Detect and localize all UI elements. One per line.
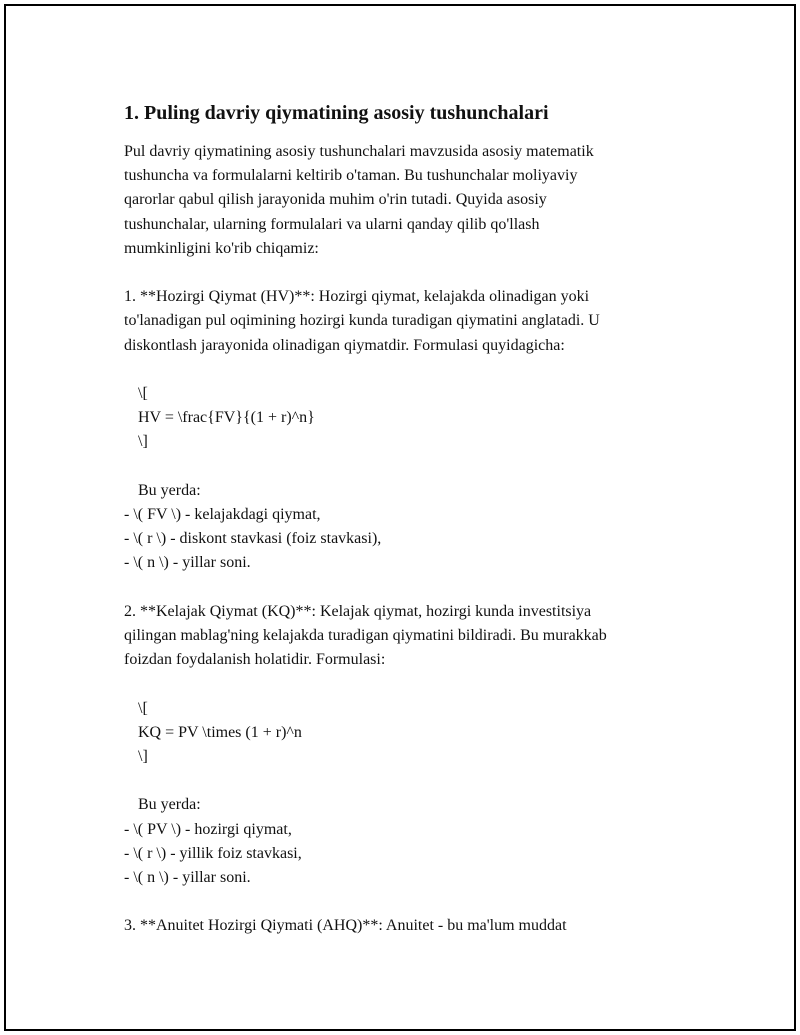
blank-line <box>124 576 684 600</box>
item1-where-line: - \( n \) - yillar soni. <box>124 554 251 572</box>
intro-paragraph <box>124 140 684 939</box>
item1-where-line: - \( r \) - diskont stavkasi (foiz stavkasi), <box>124 530 382 548</box>
item1-line: diskontlash jarayonida olinadigan qiymatdir. Formulasi quyidagicha: <box>124 336 565 354</box>
item2-formula-line: \] <box>138 748 148 765</box>
intro-line: mumkinligini ko'rib chiqamiz: <box>124 239 319 257</box>
section-title: 1. Puling davriy qiymatining asosiy tushunchalari <box>124 102 549 124</box>
item2-where-line: - \( n \) - yillar soni. <box>124 869 251 886</box>
item2-where-label: Bu yerda: <box>138 796 201 814</box>
blank-line <box>124 358 684 382</box>
item1-formula-line: \] <box>138 433 148 451</box>
item1-formula-line: HV = \frac{FV}{(1 + r)^n} <box>138 409 315 427</box>
blank-line <box>124 769 684 793</box>
item2-where-line: - \( r \) - yillik foiz stavkasi, <box>124 844 302 862</box>
page-frame <box>4 4 796 1031</box>
item1-where-line: - \( FV \) - kelajakdagi qiymat, <box>124 506 321 523</box>
item2-formula-line: \[ <box>138 699 148 717</box>
item2-line: foizdan foydalanish holatidir. Formulasi: <box>124 651 386 669</box>
document-content <box>124 98 684 939</box>
item1-line: to'lanadigan pul oqimining hozirgi kunda turadigan qiymatini anglatadi. U <box>124 312 600 330</box>
item2-formula-line: KQ = PV \times (1 + r)^n <box>138 723 302 741</box>
item1-where-label: Bu yerda: <box>138 481 201 499</box>
item2-where-line: - \( PV \) - hozirgi qiymat, <box>124 820 292 838</box>
blank-line <box>124 672 684 696</box>
item2-line: qilingan mablag'ning kelajakda turadigan qiymatini bildiradi. Bu murakkab <box>124 627 607 644</box>
blank-line <box>124 455 684 479</box>
item1-formula-line: \[ <box>138 385 148 402</box>
item1-line: 1. **Hozirgi Qiymat (HV)**: Hozirgi qiymat, kelajakda olinadigan yoki <box>124 288 590 306</box>
item2-line: 2. **Kelajak Qiymat (KQ)**: Kelajak qiymat, hozirgi kunda investitsiya <box>124 602 592 620</box>
blank-line <box>124 890 684 914</box>
blank-line <box>124 261 684 285</box>
intro-line: qarorlar qabul qilish jarayonida muhim o'rin tutadi. Quyida asosiy <box>124 191 547 209</box>
intro-line: Pul davriy qiymatining asosiy tushunchalari mavzusida asosiy matematik <box>124 143 594 160</box>
intro-line: tushunchalar, ularning formulalari va ularni qanday qilib qo'llash <box>124 215 540 233</box>
intro-line: tushuncha va formulalarni keltirib o'taman. Bu tushunchalar moliyaviy <box>124 167 578 185</box>
item3-line: 3. **Anuitet Hozirgi Qiymati (AHQ)**: Anuitet - bu ma'lum muddat <box>124 917 567 935</box>
